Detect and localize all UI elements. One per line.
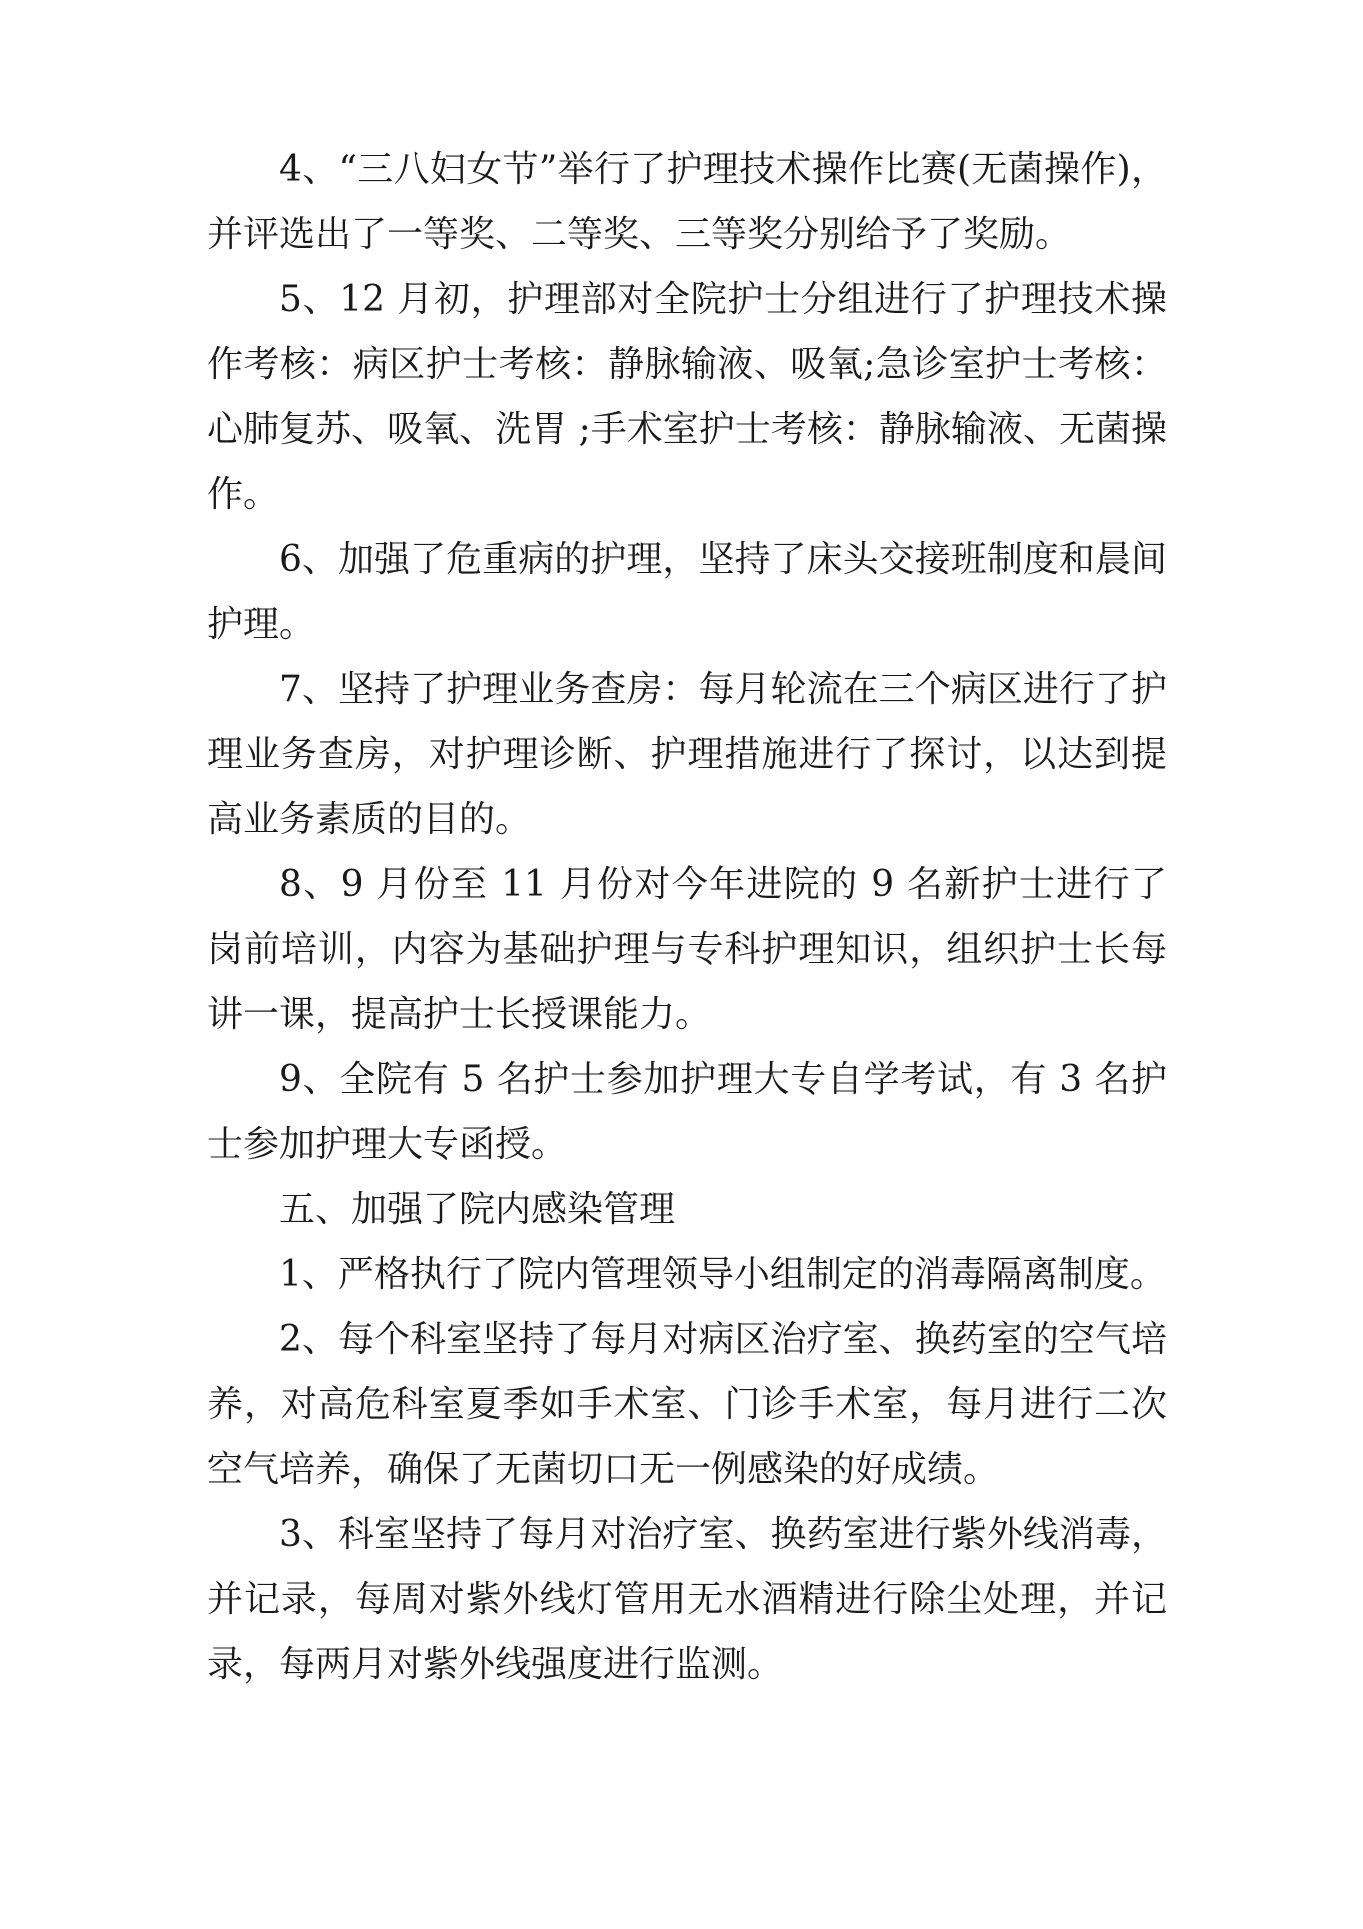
paragraph-item-5: 5、12 月初，护理部对全院护士分组进行了护理技术操作考核：病区护士考核：静脉输液、吸氧;急诊室护士考核：心肺复苏、吸氧、洗胃 ;手术室护士考核：静脉输液、无菌操作。 (207, 279, 1167, 515)
paragraph-item-3: 3、科室坚持了每月对治疗室、换药室进行紫外线消毒，并记录，每周对紫外线灯管用无水酒精进行除尘处理，并记录，每两月对紫外线强度进行监测。 (207, 1514, 1167, 1685)
paragraph-item-2: 2、每个科室坚持了每月对病区治疗室、换药室的空气培养，对高危科室夏季如手术室、门诊手术室，每月进行二次空气培养，确保了无菌切口无一例感染的好成绩。 (207, 1319, 1167, 1490)
paragraph-item-7: 7、坚持了护理业务查房：每月轮流在三个病区进行了护理业务查房，对护理诊断、护理措施进行了探讨，以达到提高业务素质的目的。 (207, 669, 1167, 840)
section-heading-5: 五、加强了院内感染管理 (279, 1189, 676, 1230)
paragraph-item-9: 9、全院有 5 名护士参加护理大专自学考试，有 3 名护士参加护理大专函授。 (207, 1059, 1167, 1165)
paragraph-item-8: 8、9 月份至 11 月份对今年进院的 9 名新护士进行了岗前培训，内容为基础护理与专科护理知识，组织护士长每讲一课，提高护士长授课能力。 (207, 864, 1167, 1035)
paragraph-item-6: 6、加强了危重病的护理，坚持了床头交接班制度和晨间护理。 (207, 539, 1167, 645)
document-page (207, 137, 1167, 1697)
paragraph-item-4: 4、“三八妇女节”举行了护理技术操作比赛(无菌操作)，并评选出了一等奖、二等奖、三等奖分别给予了奖励。 (207, 149, 1167, 255)
paragraph-item-1: 1、严格执行了院内管理领导小组制定的消毒隔离制度。 (279, 1254, 1166, 1295)
